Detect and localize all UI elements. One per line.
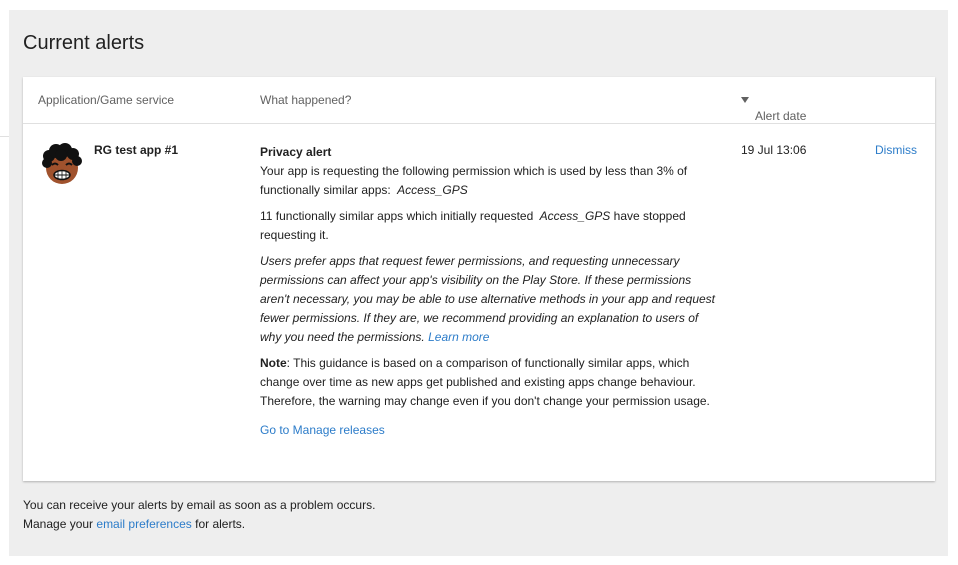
learn-more-link[interactable]: Learn more [428,330,490,344]
alert-paragraph-1-text: Your app is requesting the following permission which is used by less than 3% of functionally similar apps: [260,164,688,197]
column-header-date[interactable] [741,93,807,123]
footer-line-1: You can receive your alerts by email as soon as a problem occurs. [23,498,376,512]
alert-paragraph-3-text: Users prefer apps that request fewer permissions, and requesting unnecessary permissions can affect your app's visibility on the Play Store. If these permissions aren't necessary, you may be able to use alternative methods in your app and request fewer permissions. If they are, we recommend providing an explanation to users of why you need the permissions. [260,254,716,344]
column-header-date-label: Alert date [755,109,807,123]
left-divider [0,136,9,137]
note-text: : This guidance is based on a comparison of functionally similar apps, which change over time as new apps get published and existing apps change behaviour. Therefore, the warning may change even if you don't change your permission usage. [260,356,710,408]
alert-paragraph-2-after: have stopped requesting it. [260,209,686,242]
alert-note [260,354,720,411]
footer-note [23,496,375,534]
alerts-panel [9,10,948,556]
alert-details [260,143,720,447]
alert-paragraph-3 [260,252,720,347]
table-header [23,77,935,124]
app-avatar-icon [39,142,85,188]
alert-date: 19 Jul 13:06 [741,143,807,157]
permission-code: Access_GPS [397,183,468,197]
footer-line-2-after: for alerts. [195,517,246,531]
go-to-manage-releases-link[interactable]: Go to Manage releases [260,423,385,437]
alerts-table [23,77,935,481]
permission-code-2: Access_GPS [539,209,611,223]
sort-down-icon [741,97,749,103]
column-header-what: What happened? [260,93,352,107]
app-name: RG test app #1 [94,143,179,157]
page-title: Current alerts [23,32,145,54]
alert-paragraph-2-before: 11 functionally similar apps which initially requested [260,209,534,223]
column-header-app: Application/Game service [38,93,175,107]
dismiss-button[interactable]: Dismiss [875,143,917,157]
footer-line-2-before: Manage your [23,517,94,531]
alert-paragraph-1 [260,162,720,200]
email-preferences-link[interactable]: email preferences [96,517,192,531]
alert-paragraph-2 [260,207,720,245]
alert-title: Privacy alert [260,145,332,159]
note-label: Note [260,356,287,370]
footer-line-2 [23,515,375,534]
